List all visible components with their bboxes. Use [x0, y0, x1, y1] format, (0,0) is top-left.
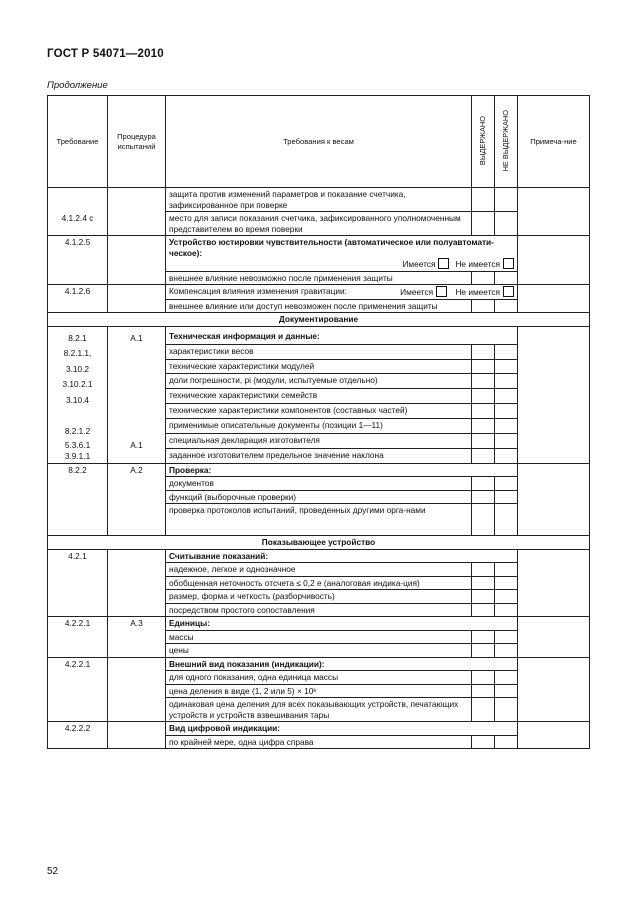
- table-row: обобщенная неточность отсчета ≤ 0,2 е (аналоговая индика-ция): [48, 576, 590, 590]
- table-row: технические характеристики модулей: [48, 359, 590, 374]
- table-row: специальная декларация изготовителя: [48, 433, 590, 448]
- table-row: 4.1.2.4 с место для записи показания счетчика, зафиксированного уполномоченным представителем во время поверки: [48, 212, 590, 236]
- table-row: 4.2.2.1 А.3 Единицы:: [48, 617, 590, 631]
- table-row: внешнее влияние или доступ невозможен после применения защиты: [48, 299, 590, 313]
- continued-label: Продолжение: [47, 80, 108, 91]
- table-row: 4.1.2.6 Компенсация влияния изменения гравитации: Имеется Не имеется: [48, 285, 590, 300]
- option-yes[interactable]: Имеется: [402, 258, 449, 270]
- sensitivity-heading: Устройство юстировки чувствительности (автоматическое или полуавтомати-ческое):: [169, 237, 494, 258]
- table-row: 4.1.2.5 Устройство юстировки чувствительности (автоматическое или полуавтомати-ческое): Имеется Не имеется: [48, 236, 590, 272]
- document-code: ГОСТ Р 54071—2010: [47, 48, 164, 60]
- table-row: технические характеристики семейств: [48, 389, 590, 404]
- table-row: цена деления в виде (1, 2 или 5) × 10ᵏ: [48, 684, 590, 698]
- table-row: 8.2.1 8.2.1.1, 3.10.2 3.10.2.1 3.10.4 8.2.1.2 5.3.6.1 3.9.1.1 А.1 А.1 Техническая информация и данные:: [48, 326, 590, 344]
- table-row: 4.2.2.2 Вид цифровой индикации:: [48, 722, 590, 736]
- checkbox[interactable]: [438, 258, 449, 269]
- row-text: место для записи показания счетчика, зафиксированного уполномоченным представителем во время поверки: [166, 212, 472, 236]
- col-notes: Примеча-ние: [518, 96, 590, 188]
- table-row: по крайней мере, одна цифра справа: [48, 735, 590, 749]
- section-documentation: Документирование: [48, 313, 590, 327]
- page-number: 52: [47, 866, 59, 877]
- table-row: 4.2.2.1 Внешний вид показания (индикации):: [48, 657, 590, 671]
- col-procedure: Процедура испытаний: [108, 96, 166, 188]
- table-row: функций (выборочные проверки): [48, 490, 590, 504]
- table-row: [48, 188, 590, 212]
- table-row: цены: [48, 644, 590, 658]
- option-yes[interactable]: Имеется: [400, 287, 447, 297]
- col-requirement: Требование: [48, 96, 108, 188]
- table-row: размер, форма и четкость (разборчивость): [48, 590, 590, 604]
- requirements-table: [47, 95, 590, 749]
- checkbox[interactable]: [436, 286, 447, 297]
- option-no[interactable]: Не имеется: [455, 287, 514, 297]
- table-row: технические характеристики компонентов (составных частей): [48, 404, 590, 419]
- table-header-row: [48, 96, 590, 188]
- table-row: заданное изготовителем предельное значение наклона: [48, 448, 590, 463]
- col-not-passed: НЕ ВЫДЕРЖАНО: [495, 96, 518, 188]
- table-row: доли погрешности, pi (модули, испытуемые отдельно): [48, 374, 590, 389]
- table-row: характеристики весов: [48, 344, 590, 359]
- table-row: одинаковая цена деления для всех показывающих устройств, печатающих устройств и устройств взвешивания тары: [48, 698, 590, 722]
- table-row: посредством простого сопоставления: [48, 603, 590, 617]
- checkbox[interactable]: [503, 286, 514, 297]
- group-procedure: А.1 А.1: [108, 326, 166, 463]
- table-row: 8.2.2 А.2 Проверка:: [48, 463, 590, 477]
- table-row: внешнее влияние невозможно после применения защиты: [48, 271, 590, 285]
- col-passed: ВЫДЕРЖАНО: [472, 96, 495, 188]
- col-scale-requirements: Требования к весам: [166, 96, 472, 188]
- table-row: надежное, легкое и однозначное: [48, 563, 590, 577]
- table-row: применимые описательные документы (позиции 1—11): [48, 418, 590, 433]
- table-row: 4.2.1 Считывание показаний:: [48, 549, 590, 563]
- checkbox[interactable]: [503, 258, 514, 269]
- section-indicating-device: Показывающее устройство: [48, 536, 590, 550]
- gravity-heading: Компенсация влияния изменения гравитации:: [169, 286, 347, 296]
- row-text: защита против изменений параметров и показание счетчика, зафиксированное при поверке: [166, 188, 472, 212]
- option-no[interactable]: Не имеется: [455, 258, 514, 270]
- table-row: проверка протоколов испытаний, проведенных другими орга-нами: [48, 504, 590, 536]
- table-row: массы: [48, 630, 590, 644]
- section-row: [48, 536, 590, 550]
- section-row: [48, 313, 590, 327]
- table-row: документов: [48, 477, 590, 491]
- table-row: для одного показания, одна единица массы: [48, 671, 590, 685]
- group-requirements: 8.2.1 8.2.1.1, 3.10.2 3.10.2.1 3.10.4 8.2.1.2 5.3.6.1 3.9.1.1: [48, 326, 108, 463]
